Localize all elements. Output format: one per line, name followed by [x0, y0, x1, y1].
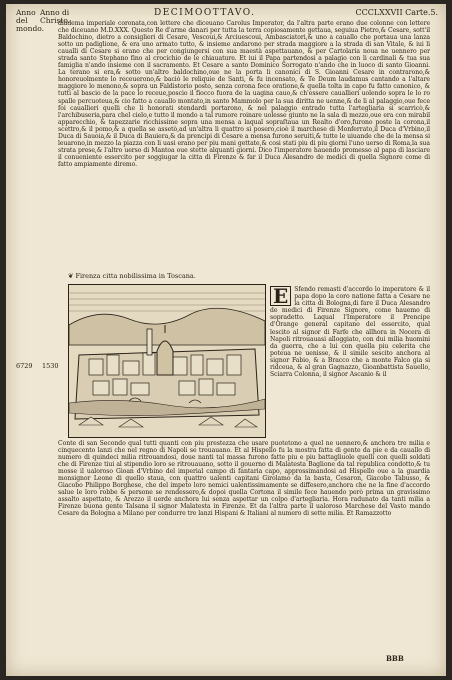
text-block-right: [270, 286, 430, 378]
caption-text: Firenza citta nobilissima in Toscana.: [75, 272, 196, 280]
book-page: [6, 4, 446, 676]
text-block-top: [58, 20, 430, 168]
margin-year-christ: 1530: [42, 362, 59, 370]
paragraph-bottom: Conte di san Secondo qual tutti quanti con piu prestezza che usare puotetono a quel ne uennero,& anchora tre milia e cinquecento lanzi che nel regno di Napoli se trouauano. Et al Hispello fu la mostra fatta di gente da pie e da cauallo di numero di quindeci milia ritrouandosi, doue nanti tal massa furono fatte piu e piu battagliuole quelli con quelli soldati che di Firenze tiui al stipendio loro se ritrouauano, sotto il gouerno di Malatesta Baglione da tal republica condotto,& tu mosse il ualoroso Gioan d'Vrbino del imperial campo di fantaria capo, approssimandosi ad Hispello oue a la guardia monsignor Leone di quello staua, con quattro ualenti capitani Girolamo da la basta, Cesaron, Giacobo Tabusso, & Giacobo Philippo Borghese, che del impeto loro nemici ualentissimamente se diffesero,anchora che ne la fine d'accordo salue le loro robbe & persone se rendessero,& dopoi quella Cortona il simile fece hauendo però prima un gravissimo assalto aspettato, & Arezzo il uerde anchora lui senza aspettar un colpo d'artegliaria. Hora radunato da tanti milia a Firenze buona gente Talsana il signor Malatesta in Firenze. Et da l'altra parte il ualoroso Marchese del Vasto mando Cesare da Bologna a Milano per condurre tre lanzi Hispani & Italiani al numero di sette milia. Et Ramazzotto: [58, 440, 430, 518]
margin-year-world: 6729: [16, 362, 33, 370]
paragraph-right: Sfendo remasti d'accordo lo imperatore & il papa dopo la coro natione fatta a Cesare ne la citta di Bologna,di fare il Duca Alesandro de medici di Firenze Signore, come hauemo di sopradetto. Laqual l'Imperatore il Prencipe d'Orange general capitano del essercito, qual lescito al signor di Farfe che allhora in Nocera di Napoli ritrouauasi alloggiato, con dui milia huomini da guerra, che a lui con quella piu celerita che poteua ne uenisse, & il simile sescito anchora al signor Fabio, & a Bracco che a monte Falco gia si ridceua, & al gran Gagnazzo, Gioanbattista Sauello, Sciarra Colonna, il signor Ascanio & il: [270, 286, 430, 379]
header-year-christ: Anno di Christo.: [40, 8, 71, 25]
drop-cap: E: [270, 286, 291, 306]
woodcut-caption: [68, 272, 196, 280]
city-view-icon: [69, 285, 265, 437]
florence-woodcut-illustration: [68, 284, 266, 438]
page-title: DECIMOOTTAVO.: [154, 8, 256, 18]
header-year-world: Anno del mondo.: [16, 8, 45, 33]
signature-mark: BBB: [386, 654, 404, 663]
paragraph-top: diadema imperiale coronata,con lettere che diceuano Carolus Imperator, da l'altra parte erano due colonne con lettere che diceuano M.D.XXX. Questo Re d'arme danari per tutta la terra copiosamente gettaua, seguiua Pietro,& Cesare, sott'il Baldochino, dietro a consiglieri di Cesare, Vescoui,& Arciuescoui, Ambasciatori,& uno a cauallo che portaua una lanza sotto un padiglione, & era uno armato tutto, & insieme andarono per strada maggiore a la strada di san Vitale, & iui li caualli di Cesare si erano che per congiungersi con sua maestà aspettauano, & per Cartolaria noua ne uennero per strada santo Stephano fino al crocichio de le chiauature. Et iui il Papa partendosi a palagio con li cardinali & tua sua famiglia n'ando insieme con il sacramento. Et Cesare a santo Dominico Sorrogato n'ando che in luoco di santo Gioanni. La terano si era,& sotto un'altro baldochino,oue ne la porta li canonici di S. Gioanni Cesare in contrarono,& honoreuolmente lo receuerono,& baciò le reliquie de Santi, & fu incensato, & Te Deum laudamus cantando a l'altare maggiore lo menono,& sopra un Faldistorio posto, senza corona fece oratione,& quella tolta in capo fu fatto canonico, & tutti al bascio de la pace lo receue,poscio il fiocco fuora de la uagina cauo,& ch'essere cauallieri uolendo sopra le lo ro spalle percuoteua,& cio fatto a cauallo montato,in santo Mammolo per la sua diritta ne uenne,& de li al palaggio,oue fece foi cauallieri quelli che li honorati stendardi portarono, & nel palaggio entrado tutta l'artegliaria si scarricò,& l'archibuseria,para chel cielo,e tutto il mondo a tal rumore roinare uolesse giunto ne la sala di mezzo,oue era con mirabil apparecchio, & tapezzarie ricchissime sopra una mensa a laqual sopraſtaua un Realto d'oro,furono poste la corona,il scettro,& il pomo,& a quella se assetò,ad un'altra li quattro si posero,cioè il marchese di Monferrato,il Duca d'Vrbino,il Duca di Sauoia,& il Duca di Bauiera,& da prencipi di Cesare a mensa furono seruiti,& tutte le uiuande che de la mensa si leuarono,in mezzo la piazza con li uasi erano per piu mani gettate,& cosi stati piu di piu giorni l'uno uerso di Roma,la sua strata prese,& l'altro uerso di Mantoa oue stette alquanti giorni. Dico l'imperatore hauendo promesso al papa di lasciare il conueniente essercito per soggiugar la citta di Firenze & far il Duca Alesandro de medici di quella Signore come di fatto ampiamente diremo.: [58, 20, 430, 168]
fleuron-icon: ❦: [68, 272, 74, 280]
text-block-bottom: [58, 440, 430, 518]
folio-number: CCCLXXVII Carte.5.: [355, 8, 438, 17]
